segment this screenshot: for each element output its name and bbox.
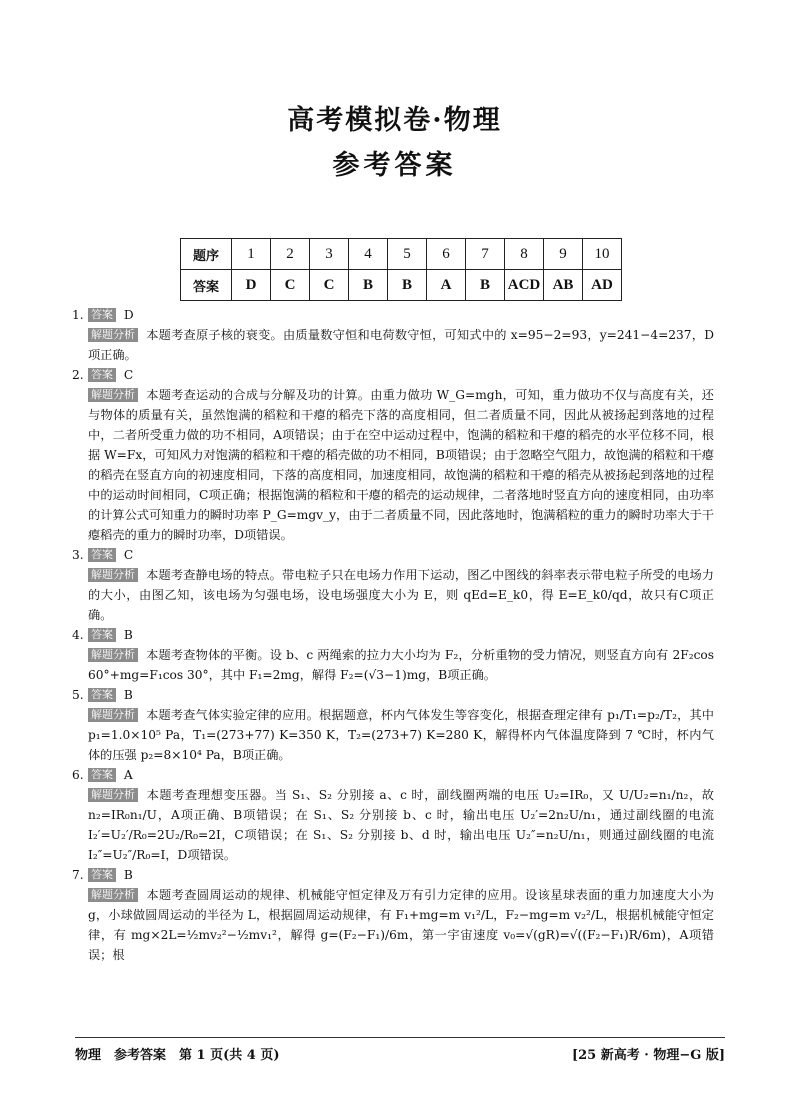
table-cell: D — [232, 270, 271, 301]
question-number: 2. — [72, 368, 84, 382]
answer-tag: 答案 — [88, 308, 116, 322]
answer-tag: 答案 — [88, 368, 116, 382]
question-answer: B — [123, 688, 133, 702]
question-answer: B — [123, 628, 133, 642]
question-analysis: 本题考查理想变压器。当 S₁、S₂ 分别接 a、c 时，副线圈两端的电压 U₂=IR₀，又 U/U₂=n₁/n₂，故 n₂=IR₀n₁/U，A项正确、B项错误；在 S₁、S₂ 分别接 b、c 时，输出电压 U₂′=2n₂U/n₁，通过副线圈的电流 I₂′=U₂′/R₀=2U₂/R₀=2I，C项错误；在 S₁、S₂ 分别接 b、d 时，输出电压 U₂″=n₂U/n₁，则通过副线圈的电流 I₂″=U₂″/R₀=I，D项错误。 — [88, 788, 714, 862]
question-block — [72, 685, 714, 765]
question-answer: A — [123, 768, 133, 782]
question-number: 7. — [72, 868, 84, 882]
table-cell: 10 — [583, 239, 622, 270]
table-cell: 6 — [427, 239, 466, 270]
question-answer: C — [123, 368, 134, 382]
question-block — [72, 865, 714, 965]
answer-explanations — [72, 305, 714, 965]
analysis-tag: 解题分析 — [88, 328, 138, 342]
table-cell: 9 — [544, 239, 583, 270]
question-block — [72, 305, 714, 365]
table-cell: C — [271, 270, 310, 301]
answer-tag: 答案 — [88, 868, 116, 882]
question-block — [72, 545, 714, 625]
analysis-tag: 解题分析 — [88, 888, 138, 902]
question-number: 1. — [72, 308, 84, 322]
question-analysis: 本题考查气体实验定律的应用。根据题意，杯内气体发生等容变化，根据查理定律有 p₁/T₁=p₂/T₂，其中 p₁=1.0×10⁵ Pa，T₁=(273+77) K=350 K，T₂=(273+7) K=280 K，解得杯内气体温度降到 7 ℃时，杯内气体的压强 p₂=8×10⁴ Pa，B项正确。 — [88, 708, 714, 762]
table-cell: ACD — [505, 270, 544, 301]
analysis-tag: 解题分析 — [88, 708, 138, 722]
question-number: 6. — [72, 768, 84, 782]
table-header-label: 答案 — [181, 270, 232, 301]
question-analysis: 本题考查原子核的衰变。由质量数守恒和电荷数守恒，可知式中的 x=95−2=93，y=241−4=237，D项正确。 — [88, 328, 714, 362]
question-block — [72, 365, 714, 545]
page-footer — [75, 1037, 725, 1063]
table-cell: 4 — [349, 239, 388, 270]
question-analysis: 本题考查物体的平衡。设 b、c 两绳索的拉力大小均为 F₂，分析重物的受力情况，则竖直方向有 2F₂cos 60°+mg=F₁cos 30°，其中 F₁=2mg，解得 F₂=(√3−1)mg，B项正确。 — [88, 648, 714, 682]
table-cell: C — [310, 270, 349, 301]
table-header-label: 题序 — [181, 239, 232, 270]
table-cell: B — [388, 270, 427, 301]
table-cell: 7 — [466, 239, 505, 270]
analysis-tag: 解题分析 — [88, 568, 138, 582]
answer-table-answer-row — [181, 270, 622, 301]
question-analysis: 本题考查静电场的特点。带电粒子只在电场力作用下运动，图乙中图线的斜率表示带电粒子所受的电场力的大小，由图乙知，该电场为匀强电场，设电场强度大小为 E，则 qEd=E_k0，得 E=E_k0/qd，故只有C项正确。 — [88, 568, 714, 622]
question-number: 3. — [72, 548, 84, 562]
answer-tag: 答案 — [88, 628, 116, 642]
question-answer: D — [123, 308, 134, 322]
analysis-tag: 解题分析 — [88, 388, 138, 402]
table-cell: 3 — [310, 239, 349, 270]
table-cell: A — [427, 270, 466, 301]
analysis-tag: 解题分析 — [88, 648, 138, 662]
question-analysis: 本题考查运动的合成与分解及功的计算。由重力做功 W_G=mgh，可知，重力做功不仅与高度有关，还与物体的质量有关，虽然饱满的稻粒和干瘪的稻壳下落的高度相同，但二者质量不同，因此从被扬起到落地的过程中，二者所受重力做的功不相同，A项错误；由于在空中运动过程中，饱满的稻粒和干瘪的稻壳的水平位移不同，根据 W=Fx，可知风力对饱满的稻粒和干瘪的稻壳做的功不相同，B项错误；由于忽略空气阻力，故饱满的稻粒和干瘪的稻壳在竖直方向的初速度相同，下落的高度相同，加速度相同，故饱满的稻粒和干瘪的稻壳从被扬起到落地的过程中的运动时间相同，C项正确；根据饱满的稻粒和干瘪的稻壳的运动规律，二者落地时竖直方向的速度相同，由功率的计算公式可知重力的瞬时功率 P_G=mgv_y，由于二者质量不同，因此落地时，饱满稻粒的重力的瞬时功率大于干瘪稻壳的重力的瞬时功率，D项错误。 — [88, 388, 714, 542]
table-cell: 5 — [388, 239, 427, 270]
question-analysis: 本题考查圆周运动的规律、机械能守恒定律及万有引力定律的应用。设该星球表面的重力加速度大小为 g，小球做圆周运动的半径为 L，根据圆周运动规律，有 F₁+mg=m v₁²/L，F₂−mg=m v₂²/L，根据机械能守恒定律，有 mg×2L=½mv₂²−½mv₁²，解得 g=(F₂−F₁)/6m，第一宇宙速度 v₀=√(gR)=√((F₂−F₁)R/6m)，A项错误；根 — [88, 888, 714, 962]
table-cell: AB — [544, 270, 583, 301]
answer-tag: 答案 — [88, 768, 116, 782]
table-cell: 2 — [271, 239, 310, 270]
answer-tag: 答案 — [88, 688, 116, 702]
table-cell: B — [349, 270, 388, 301]
question-number: 4. — [72, 628, 84, 642]
question-block — [72, 625, 714, 685]
question-answer: C — [123, 548, 134, 562]
footer-edition: [25 新高考 · 物理−G 版] — [571, 1048, 725, 1063]
table-cell: 8 — [505, 239, 544, 270]
answer-tag: 答案 — [88, 548, 116, 562]
analysis-tag: 解题分析 — [88, 788, 138, 802]
answer-table-number-row — [181, 239, 622, 270]
table-cell: AD — [583, 270, 622, 301]
question-answer: B — [123, 868, 133, 882]
footer-page-info: 物理 参考答案 第 1 页(共 4 页) — [75, 1048, 280, 1063]
table-cell: 1 — [232, 239, 271, 270]
page-subtitle: 参考答案 — [332, 150, 457, 181]
answer-table — [180, 238, 622, 301]
page-title: 高考模拟卷·物理 — [287, 105, 502, 136]
question-number: 5. — [72, 688, 84, 702]
question-block — [72, 765, 714, 865]
table-cell: B — [466, 270, 505, 301]
